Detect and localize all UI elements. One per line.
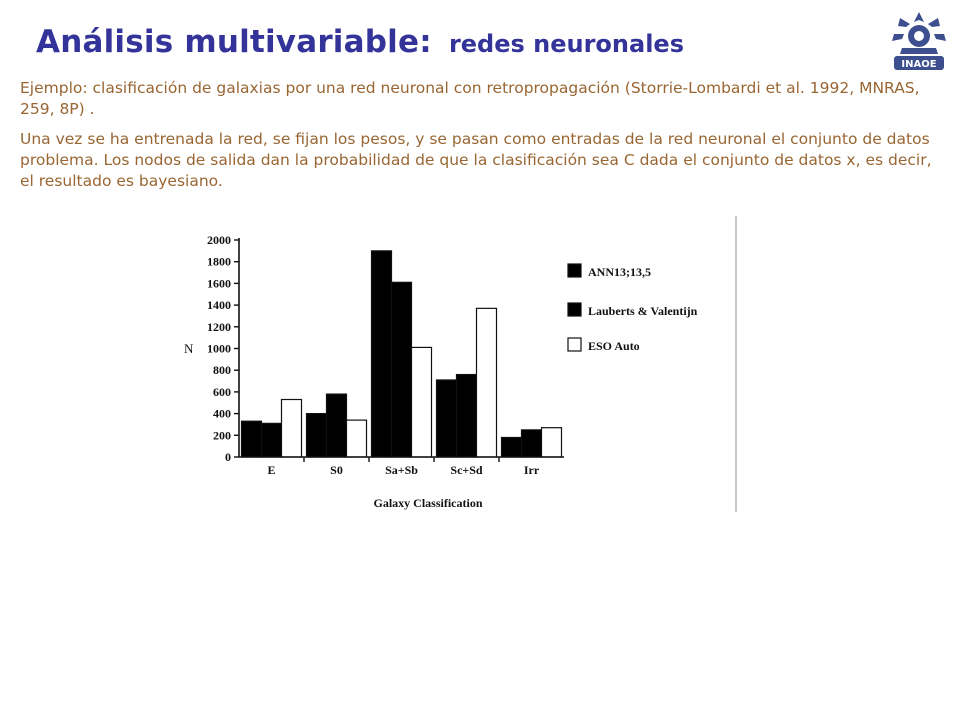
- bar: [307, 414, 327, 457]
- slide-title-main: Análisis multivariable:: [36, 24, 432, 60]
- legend-swatch: [568, 303, 581, 316]
- bar-chart: [174, 216, 740, 512]
- chart-figure: [174, 216, 740, 512]
- paragraph-explanation: Una vez se ha entrenada la red, se fijan los pesos, y se pasan como entradas de la red neuronal el conjunto de datos problema. Los nodos de salida dan la probabilidad de que la clasificación sea C dada el conjunto de datos x, es decir, el resultado es bayesiano.: [20, 130, 932, 190]
- bar: [412, 347, 432, 457]
- y-tick-label: 0: [225, 450, 231, 464]
- y-tick-label: 1800: [207, 254, 231, 269]
- legend-label: ESO Auto: [588, 339, 640, 353]
- logo-text: INAOE: [901, 59, 937, 70]
- y-tick-label: 1000: [207, 341, 231, 356]
- legend-swatch: [568, 264, 581, 277]
- bar: [477, 308, 497, 457]
- y-tick-label: 800: [213, 363, 231, 378]
- y-axis-label: N: [184, 341, 194, 356]
- slide-title-sub: redes neuronales: [448, 30, 684, 58]
- legend-label: Lauberts & Valentijn: [588, 304, 698, 318]
- y-tick-label: 600: [213, 384, 231, 399]
- legend-label: ANN13;13,5: [588, 265, 651, 279]
- body-text: [20, 78, 932, 201]
- y-tick-label: 1600: [207, 276, 231, 291]
- x-tick-label: E: [267, 463, 276, 477]
- y-tick-label: 2000: [207, 233, 231, 247]
- legend-swatch: [568, 338, 581, 351]
- x-tick-label: Irr: [523, 463, 540, 477]
- slide-title: [36, 22, 684, 60]
- y-tick-label: 1400: [207, 298, 231, 313]
- bar: [502, 437, 522, 457]
- y-tick-label: 400: [213, 406, 231, 421]
- y-tick-label: 1200: [207, 319, 231, 334]
- bar: [262, 423, 282, 457]
- bar: [242, 421, 262, 457]
- inaoe-logo-graphic: [886, 8, 952, 74]
- inaoe-logo-icon: [886, 8, 952, 74]
- x-tick-label: S0: [330, 463, 343, 477]
- bar: [457, 375, 477, 457]
- bar: [522, 430, 542, 457]
- x-axis-label: Galaxy Classification: [373, 496, 483, 510]
- x-tick-label: Sc+Sd: [450, 463, 483, 477]
- bar: [437, 380, 457, 457]
- x-tick-label: Sa+Sb: [385, 463, 418, 477]
- bar: [327, 394, 347, 457]
- y-tick-label: 200: [213, 428, 231, 443]
- bar: [347, 420, 367, 457]
- bar: [282, 399, 302, 457]
- paragraph-example: Ejemplo: clasificación de galaxias por una red neuronal con retropropagación (Storrie-Lombardi et al. 1992, MNRAS, 259, 8P) .: [20, 79, 920, 118]
- bar: [392, 282, 412, 457]
- bar: [372, 251, 392, 457]
- bar: [542, 428, 562, 457]
